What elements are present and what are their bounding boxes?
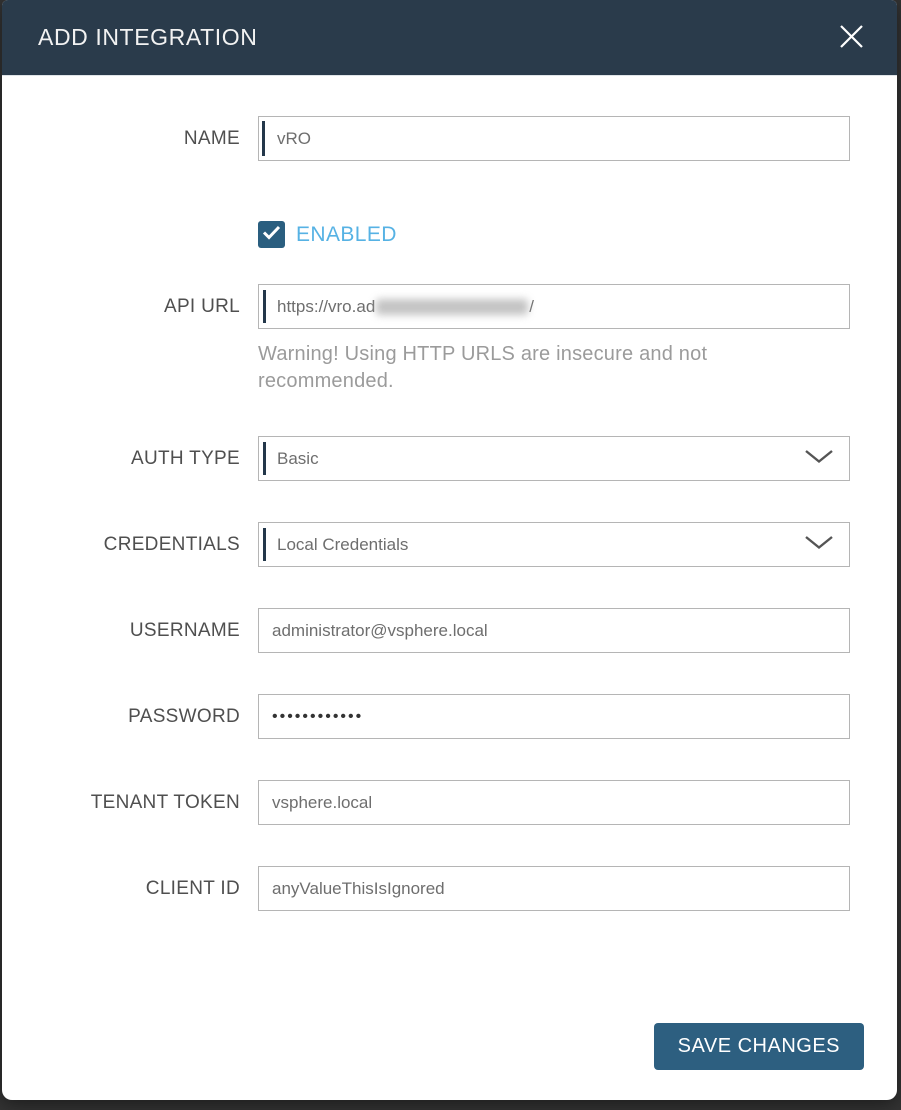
form-row-tenant-token bbox=[2, 780, 897, 825]
form-row-client-id bbox=[2, 866, 897, 911]
client-id-label: CLIENT ID bbox=[145, 878, 240, 899]
credentials-label: CREDENTIALS bbox=[103, 534, 240, 555]
form-row-password bbox=[2, 694, 897, 739]
form-row-api-url bbox=[2, 284, 897, 395]
enabled-label[interactable]: ENABLED bbox=[296, 222, 397, 246]
auth-type-select[interactable] bbox=[258, 436, 850, 481]
name-input[interactable] bbox=[258, 116, 850, 161]
form-row-username bbox=[2, 608, 897, 653]
field-accent-bar bbox=[263, 442, 266, 475]
redacted-url-segment bbox=[376, 299, 528, 315]
username-input[interactable] bbox=[258, 608, 850, 653]
modal-footer bbox=[2, 911, 897, 1070]
form-row-name bbox=[2, 116, 897, 161]
api-url-input[interactable] bbox=[258, 284, 850, 329]
field-accent-bar bbox=[263, 290, 266, 323]
enabled-checkbox[interactable] bbox=[258, 221, 285, 248]
add-integration-modal bbox=[2, 0, 897, 1100]
close-button[interactable] bbox=[831, 18, 871, 58]
password-input[interactable] bbox=[258, 694, 850, 739]
tenant-token-label: TENANT TOKEN bbox=[90, 792, 240, 813]
client-id-input[interactable] bbox=[258, 866, 850, 911]
credentials-value: Local Credentials bbox=[277, 534, 409, 554]
name-label: NAME bbox=[183, 128, 240, 149]
password-label: PASSWORD bbox=[128, 706, 240, 727]
x-icon bbox=[838, 23, 865, 53]
modal-title: ADD INTEGRATION bbox=[38, 24, 258, 50]
chevron-down-icon bbox=[804, 449, 834, 469]
api-url-prefix: https://vro.ad bbox=[277, 296, 376, 316]
auth-type-value: Basic bbox=[277, 448, 319, 468]
field-accent-bar bbox=[263, 528, 266, 561]
api-url-label: API URL bbox=[163, 296, 240, 317]
username-label: USERNAME bbox=[129, 620, 240, 641]
tenant-token-input[interactable] bbox=[258, 780, 850, 825]
form-row-credentials bbox=[2, 522, 897, 567]
chevron-down-icon bbox=[804, 535, 834, 555]
auth-type-label: AUTH TYPE bbox=[131, 448, 240, 469]
modal-header bbox=[2, 0, 897, 76]
credentials-select[interactable] bbox=[258, 522, 850, 567]
checkmark-icon bbox=[262, 225, 281, 245]
form-row-auth-type bbox=[2, 436, 897, 481]
api-url-suffix: / bbox=[529, 296, 535, 316]
save-changes-button[interactable]: SAVE CHANGES bbox=[654, 1023, 864, 1070]
form-row-enabled bbox=[2, 221, 897, 248]
field-accent-bar bbox=[262, 121, 265, 156]
http-warning-text: Warning! Using HTTP URLS are insecure and not recommended. bbox=[258, 343, 708, 392]
modal-body bbox=[2, 76, 897, 1070]
